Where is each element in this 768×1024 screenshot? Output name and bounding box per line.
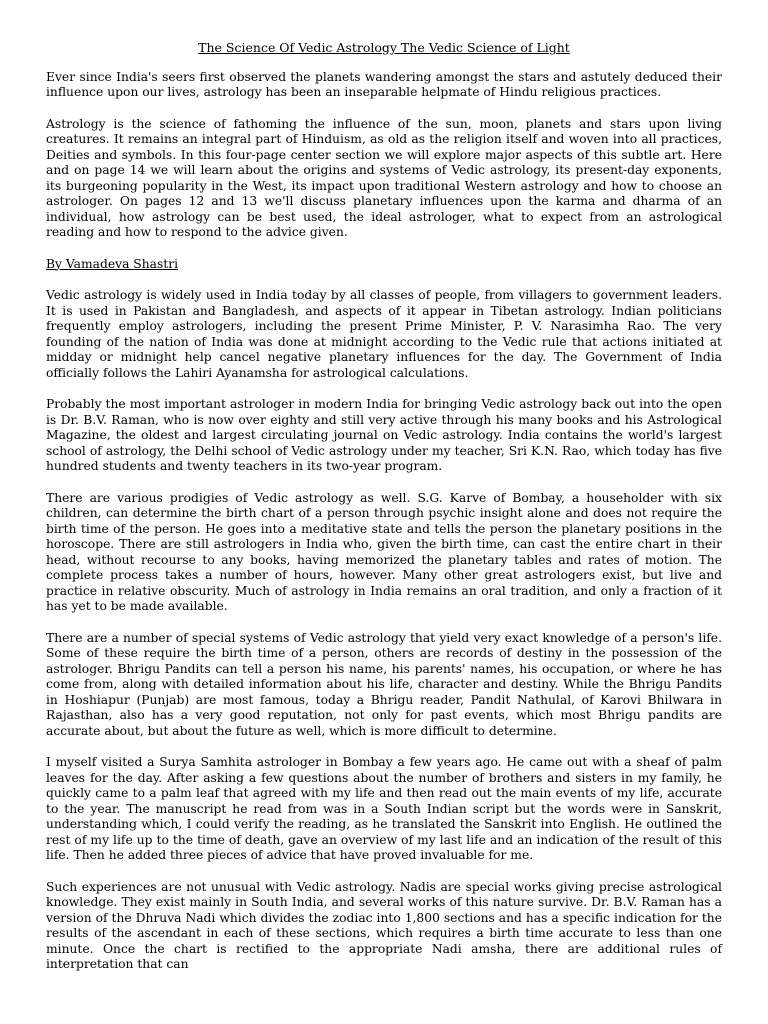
author-byline: By Vamadeva Shastri — [46, 256, 179, 271]
intro-paragraph: Ever since India's seers first observed the planets wandering amongst the stars and astutely deduced their influence upon our lives, astrology has been an inseparable helpmate of Hindu religious practices. — [46, 69, 722, 99]
body-paragraph: Vedic astrology is widely used in India today by all classes of people, from villagers to government leaders. It is used in Pakistan and Bangladesh, and aspects of it appear in Tibetan astrology. Indian politicians frequently employ astrologers, including the present Prime Minister, P. V. Narasimha Rao. The very founding of the nation of India was done at midnight according to the Vedic rule that actions initiated at midday or midnight help cancel negative planetary influences for the day. The Government of India officially follows the Lahiri Ayanamsha for astrological calculations. — [46, 288, 722, 380]
document-title: The Science Of Vedic Astrology The Vedic Science of Light — [198, 40, 570, 55]
body-paragraph: Such experiences are not unusual with Vedic astrology. Nadis are special works giving precise astrological knowledge. They exist mainly in South India, and several works of this nature survive. Dr. B.V. Raman has a version of the Dhruva Nadi which divides the zodiac into 1,800 sections and has a specific indication for the results of the ascendant in each of these sections, which requires a birth time accurate to less than one minute. Once the chart is rectified to the appropriate Nadi amsha, there are additional rules of interpretation that can — [46, 879, 722, 971]
body-paragraph: There are various prodigies of Vedic astrology as well. S.G. Karve of Bombay, a householder with six children, can determine the birth chart of a person through psychic insight alone and does not require the birth time of the person. He goes into a meditative state and tells the person the planetary positions in the horoscope. There are still astrologers in India who, given the birth time, can cast the entire chart in their head, without recourse to any books, having memorized the planetary tables and rates of motion. The complete process takes a number of hours, however. Many other great astrologers exist, but live and practice in relative obscurity. Much of astrology in India remains an oral tradition, and only a fraction of it has yet to be made available. — [46, 490, 722, 613]
body-paragraph: There are a number of special systems of Vedic astrology that yield very exact knowledge of a person's life. Some of these require the birth time of a person, others are records of destiny in the possession of the astrologer. Bhrigu Pandits can tell a person his name, his parents' names, his occupation, or where he has come from, along with detailed information about his life, character and destiny. While the Bhrigu Pandits in Hoshiapur (Punjab) are most famous, today a Bhrigu reader, Pandit Nathulal, of Karovi Bhilwara in Rajasthan, also has a very good reputation, not only for past events, which most Bhrigu pandits are accurate about, but about the future as well, which is more difficult to determine. — [46, 630, 722, 738]
body-paragraph: Probably the most important astrologer in modern India for bringing Vedic astrology back out into the open is Dr. B.V. Raman, who is now over eighty and still very active through his many books and his Astrological Magazine, the oldest and largest circulating journal on Vedic astrology. India contains the world's largest school of astrology, the Delhi school of Vedic astrology under my teacher, Sri K.N. Rao, which today has five hundred students and twenty teachers in its two-year program. — [46, 397, 722, 473]
document-page — [46, 40, 722, 989]
body-paragraph: I myself visited a Surya Samhita astrologer in Bombay a few years ago. He came out with a sheaf of palm leaves for the day. After asking a few questions about the number of brothers and sisters in my family, he quickly came to a palm leaf that agreed with my life and then read out the main events of my life, accurate to the year. The manuscript he read from was in a South Indian script but the words were in Sanskrit, understanding which, I could verify the reading, as he translated the Sanskrit into English. He outlined the rest of my life up to the time of death, gave an overview of my last life and an indication of the result of this life. Then he added three pieces of advice that have proved invaluable for me. — [46, 755, 722, 862]
intro-paragraph: Astrology is the science of fathoming the influence of the sun, moon, planets and stars upon living creatures. It remains an integral part of Hinduism, as old as the religion itself and woven into all practices, Deities and symbols. In this four-page center section we will explore major aspects of this subtle art. Here and on page 14 we will learn about the origins and systems of Vedic astrology, its present-day exponents, its burgeoning popularity in the West, its impact upon traditional Western astrology and how to choose an astrologer. On pages 12 and 13 we'll discuss planetary influences upon the karma and dharma of an individual, how astrology can be best used, the ideal astrologer, what to expect from an astrological reading and how to respond to the advice given. — [46, 116, 722, 239]
